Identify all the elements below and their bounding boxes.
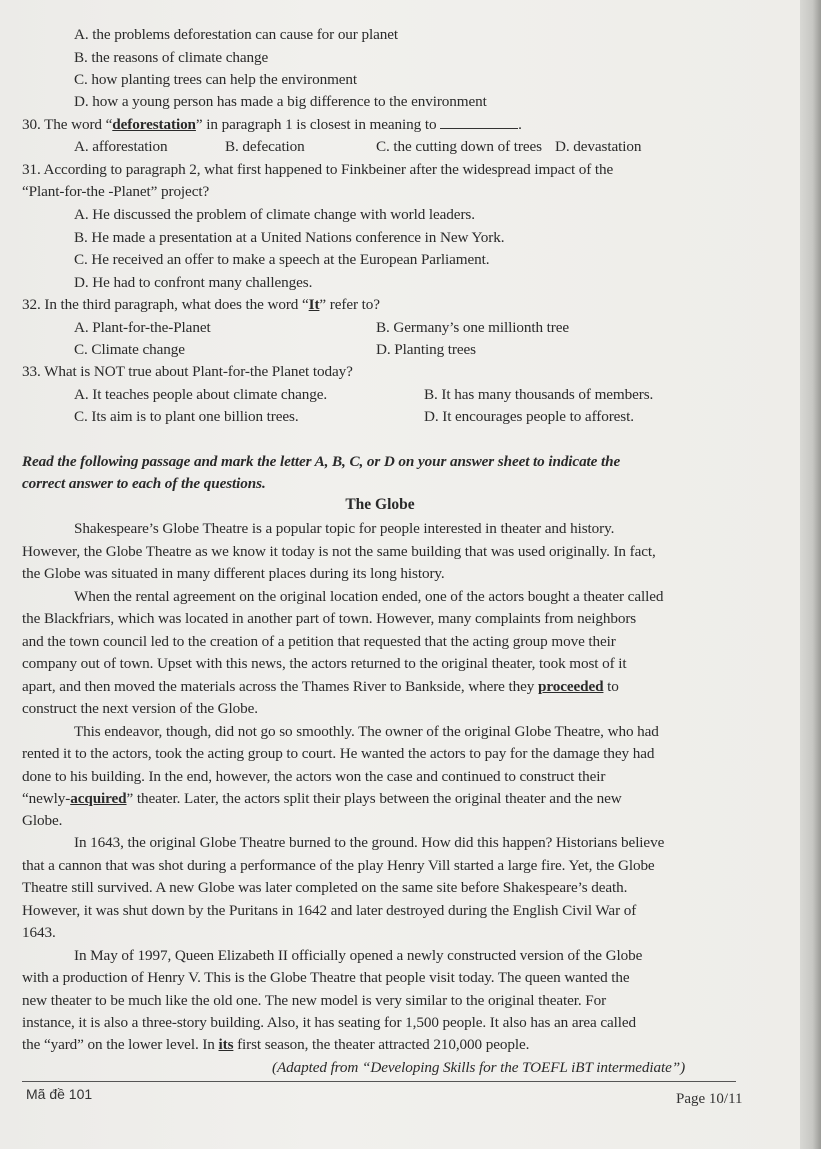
q30-option-a: A. afforestation	[74, 138, 168, 155]
passage-line: construct the next version of the Globe.	[22, 700, 258, 717]
keyword-its: its	[218, 1036, 234, 1053]
passage-line-proceeded: apart, and then moved the materials across the Thames River to Bankside, where they proceeded to	[22, 678, 619, 695]
q30-option-b: B. defecation	[225, 138, 305, 155]
passage-line: done to his building. In the end, however, the actors won the case and continued to construct their	[22, 768, 606, 785]
passage-line: 1643.	[22, 924, 56, 941]
q33-option-a: A. It teaches people about climate change.	[74, 386, 328, 403]
q30-option-d: D. devastation	[555, 138, 642, 155]
passage-line: Shakespeare’s Globe Theatre is a popular topic for people interested in theater and history.	[74, 520, 615, 537]
q33-option-c: C. Its aim is to plant one billion trees.	[74, 408, 299, 425]
passage-line: In May of 1997, Queen Elizabeth II officially opened a newly constructed version of the Globe	[74, 947, 643, 964]
q32-option-b: B. Germany’s one millionth tree	[376, 319, 570, 336]
q31-option-c: C. He received an offer to make a speech at the European Parliament.	[74, 251, 490, 268]
passage-line: When the rental agreement on the original location ended, one of the actors bought a theater called	[74, 588, 664, 605]
passage-line: with a production of Henry V. This is the Globe Theatre that people visit today. The queen wanted the	[22, 969, 630, 986]
q31-option-d: D. He had to confront many challenges.	[74, 274, 313, 291]
instruction-line1: Read the following passage and mark the letter A, B, C, or D on your answer sheet to indicate the	[22, 453, 621, 470]
q29-option-a: A. the problems deforestation can cause for our planet	[74, 26, 398, 43]
passage-line: instance, it is also a three-story building. Also, it has seating for 1,500 people. It also has an area called	[22, 1014, 637, 1031]
q33-option-b: B. It has many thousands of members.	[424, 386, 654, 403]
q29-option-b: B. the reasons of climate change	[74, 49, 269, 66]
page-number: Page 10/11	[676, 1091, 743, 1107]
keyword-proceeded: proceeded	[537, 678, 604, 695]
passage-line: However, the Globe Theatre as we know it today is not the same building that was used originally. In fact,	[22, 543, 656, 560]
instruction-line2: correct answer to each of the questions.	[22, 475, 266, 492]
passage-line: and the town council led to the creation of a petition that requested that the acting group move their	[22, 633, 616, 650]
q32-option-c: C. Climate change	[74, 341, 185, 358]
q31-stem-line2: “Plant-for-the -Planet” project?	[22, 183, 210, 200]
q29-option-d: D. how a young person has made a big difference to the environment	[74, 93, 487, 110]
passage-line: the Blackfriars, which was located in another part of town. However, many complaints from neighbors	[22, 610, 637, 627]
q33-option-d: D. It encourages people to afforest.	[424, 408, 634, 425]
passage-line: However, it was shut down by the Puritans in 1642 and later destroyed during the English Civil War of	[22, 902, 637, 919]
passage-line: In 1643, the original Globe Theatre burned to the ground. How did this happen? Historians believe	[74, 834, 665, 851]
q32-stem: 32. In the third paragraph, what does the word “It” refer to?	[22, 296, 380, 313]
passage-line: rented it to the actors, took the acting group to court. He wanted the actors to pay for the damage they had	[22, 745, 655, 762]
passage-line: Theatre still survived. A new Globe was later completed on the same site before Shakespeare’s death.	[22, 879, 628, 896]
passage-line: that a cannon that was shot during a performance of the play Henry Vill started a large fire. Yet, the Globe	[22, 857, 655, 874]
q30-stem: 30. The word “deforestation” in paragraph 1 is closest in meaning to .	[22, 116, 522, 133]
passage-title: The Globe	[345, 496, 415, 513]
passage-line: Globe.	[22, 812, 63, 829]
passage-line: the Globe was situated in many different places during its long history.	[22, 565, 445, 582]
footer-divider	[22, 1081, 736, 1082]
passage-line-its: the “yard” on the lower level. In its first season, the theater attracted 210,000 people.	[22, 1036, 530, 1053]
page-edge-shadow	[800, 0, 821, 1149]
q31-option-b: B. He made a presentation at a United Nations conference in New York.	[74, 229, 505, 246]
q32-option-d: D. Planting trees	[376, 341, 476, 358]
passage-line: company out of town. Upset with this news, the actors returned to the original theater, took most of it	[22, 655, 627, 672]
passage-line: new theater to be much like the old one. The new model is very similar to the original theater. For	[22, 992, 607, 1009]
q30-option-c: C. the cutting down of trees	[376, 138, 542, 155]
q29-option-c: C. how planting trees can help the environment	[74, 71, 358, 88]
source-citation: (Adapted from “Developing Skills for the TOEFL iBT intermediate”)	[272, 1059, 686, 1076]
q31-stem-line1: 31. According to paragraph 2, what first happened to Finkbeiner after the widespread impact of the	[22, 161, 614, 178]
passage-line-acquired: “newly-acquired” theater. Later, the actors split their plays between the original theater and the new	[22, 790, 622, 807]
passage-line: This endeavor, though, did not go so smoothly. The owner of the original Globe Theatre, who had	[74, 723, 659, 740]
q33-stem: 33. What is NOT true about Plant-for-the Planet today?	[22, 363, 353, 380]
exam-code: Mã đề 101	[26, 1086, 93, 1102]
q32-option-a: A. Plant-for-the-Planet	[74, 319, 211, 336]
q31-option-a: A. He discussed the problem of climate change with world leaders.	[74, 206, 475, 223]
keyword-acquired: acquired	[70, 790, 127, 807]
